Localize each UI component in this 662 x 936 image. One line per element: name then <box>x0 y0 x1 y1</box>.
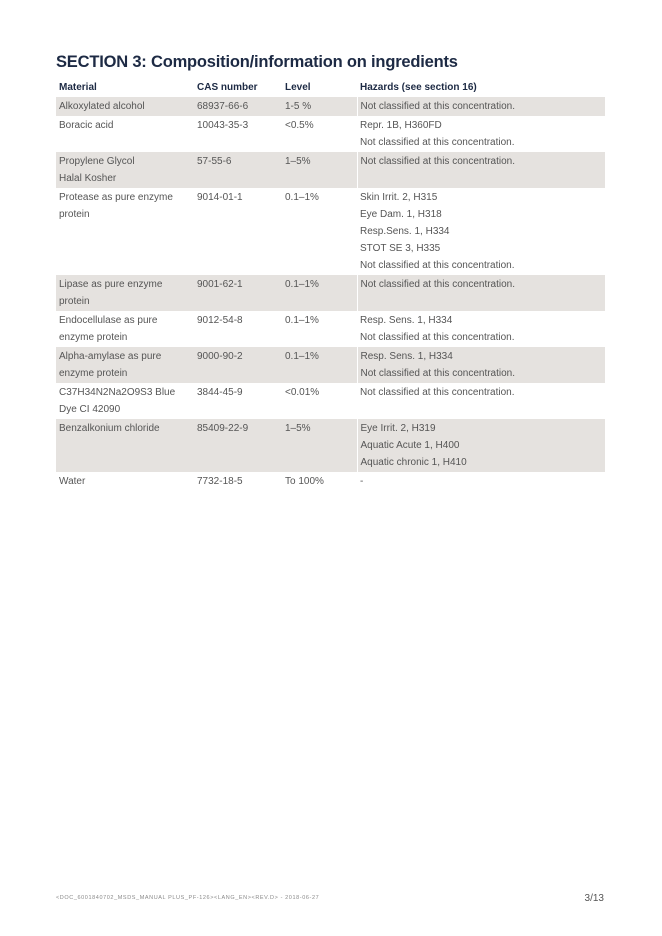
material-text: protein <box>59 296 90 307</box>
level-cell: 0.1–1% <box>285 192 319 203</box>
hazards-cell <box>357 97 605 116</box>
document-id-footer: <DOC_6001840702_MSDS_MANUAL PLUS_PF-126><LANG_EN><REV.D> - 2018-06-27 <box>56 895 320 901</box>
hazards-cell <box>357 116 605 152</box>
material-cell <box>56 419 194 472</box>
hazard-text: Resp. Sens. 1, H334 <box>360 315 453 326</box>
header-material: Material <box>59 82 97 93</box>
cas-number-cell: 57-55-6 <box>194 152 282 188</box>
table-row <box>56 419 605 472</box>
hazards-cell <box>357 472 605 491</box>
hazard-text: Not classified at this concentration. <box>360 279 516 290</box>
material-text: enzyme protein <box>59 368 128 379</box>
table-row <box>56 188 605 275</box>
material-text: Water <box>59 476 86 487</box>
material-text: protein <box>59 209 90 220</box>
table-row <box>56 383 605 419</box>
level-cell: 1-5 % <box>282 97 357 116</box>
material-cell <box>56 311 194 347</box>
level-cell: 1–5% <box>282 152 357 188</box>
table-row <box>56 275 605 311</box>
hazard-text: Not classified at this concentration. <box>360 137 515 148</box>
table-row <box>56 116 605 152</box>
ingredients-table <box>56 80 605 491</box>
table-row <box>56 311 605 347</box>
material-cell <box>56 116 194 152</box>
page-number: 3/13 <box>584 893 604 904</box>
material-text: Alpha-amylase as pure <box>59 351 162 362</box>
material-text: Benzalkonium chloride <box>59 423 160 434</box>
table-header-row <box>56 80 605 97</box>
hazards-cell <box>357 419 605 472</box>
level-cell: 0.1–1% <box>282 275 357 311</box>
ingredient-rows <box>56 97 605 491</box>
hazards-cell <box>357 188 605 275</box>
hazards-cell <box>357 383 605 419</box>
hazard-text: Aquatic chronic 1, H410 <box>360 457 467 468</box>
level-cell: <0.01% <box>285 387 320 398</box>
header-hazards: Hazards (see section 16) <box>360 82 477 93</box>
header-cas-number: CAS number <box>197 82 258 93</box>
hazards-cell <box>357 347 605 383</box>
hazard-text: Skin Irrit. 2, H315 <box>360 192 438 203</box>
cas-number-cell: 9001-62-1 <box>194 275 282 311</box>
hazard-text: Aquatic Acute 1, H400 <box>360 440 460 451</box>
material-text: enzyme protein <box>59 332 128 343</box>
material-cell <box>56 472 194 491</box>
level-cell: 0.1–1% <box>285 315 319 326</box>
cas-number-cell: 7732-18-5 <box>197 476 243 487</box>
table-row <box>56 347 605 383</box>
hazards-cell <box>357 275 605 311</box>
cas-number-cell: 68937-66-6 <box>194 97 282 116</box>
material-text: Protease as pure enzyme <box>59 192 173 203</box>
section-title: SECTION 3: Composition/information on ingredients <box>56 53 458 71</box>
material-text: Propylene Glycol <box>59 156 135 167</box>
cas-number-cell: 3844-45-9 <box>197 387 243 398</box>
table-row <box>56 472 605 491</box>
hazards-cell <box>357 311 605 347</box>
cas-number-cell: 9012-54-8 <box>197 315 243 326</box>
hazards-cell <box>357 152 605 188</box>
hazard-text: Eye Irrit. 2, H319 <box>360 423 436 434</box>
level-cell: <0.5% <box>285 120 314 131</box>
level-cell: 1–5% <box>282 419 357 472</box>
material-cell <box>56 275 194 311</box>
hazard-text: Not classified at this concentration. <box>360 101 516 112</box>
hazard-text: Repr. 1B, H360FD <box>360 120 442 131</box>
hazard-text: Not classified at this concentration. <box>360 260 515 271</box>
level-cell: To 100% <box>285 476 324 487</box>
hazard-text: Resp. Sens. 1, H334 <box>360 351 453 362</box>
hazard-text: Not classified at this concentration. <box>360 387 515 398</box>
table-row <box>56 97 605 116</box>
hazard-text: Not classified at this concentration. <box>360 332 515 343</box>
material-text: Alkoxylated alcohol <box>59 101 145 112</box>
cas-number-cell: 10043-35-3 <box>197 120 249 131</box>
material-cell <box>56 97 194 116</box>
cas-number-cell: 9014-01-1 <box>197 192 243 203</box>
hazard-text: Eye Dam. 1, H318 <box>360 209 442 220</box>
material-text: Endocellulase as pure <box>59 315 158 326</box>
cas-number-cell: 9000-90-2 <box>194 347 282 383</box>
table-row <box>56 152 605 188</box>
material-text: Lipase as pure enzyme <box>59 279 163 290</box>
material-cell <box>56 383 194 419</box>
hazard-text: STOT SE 3, H335 <box>360 243 441 254</box>
hazard-text: Resp.Sens. 1, H334 <box>360 226 450 237</box>
material-cell <box>56 347 194 383</box>
cas-number-cell: 85409-22-9 <box>194 419 282 472</box>
level-cell: 0.1–1% <box>282 347 357 383</box>
hazard-text: - <box>360 476 364 487</box>
header-level: Level <box>285 82 311 93</box>
material-text: Boracic acid <box>59 120 114 131</box>
material-text: Dye CI 42090 <box>59 404 121 415</box>
material-text: Halal Kosher <box>59 173 117 184</box>
hazard-text: Not classified at this concentration. <box>360 368 516 379</box>
material-cell <box>56 188 194 275</box>
hazard-text: Not classified at this concentration. <box>360 156 516 167</box>
material-text: C37H34N2Na2O9S3 Blue <box>59 387 176 398</box>
material-cell <box>56 152 194 188</box>
